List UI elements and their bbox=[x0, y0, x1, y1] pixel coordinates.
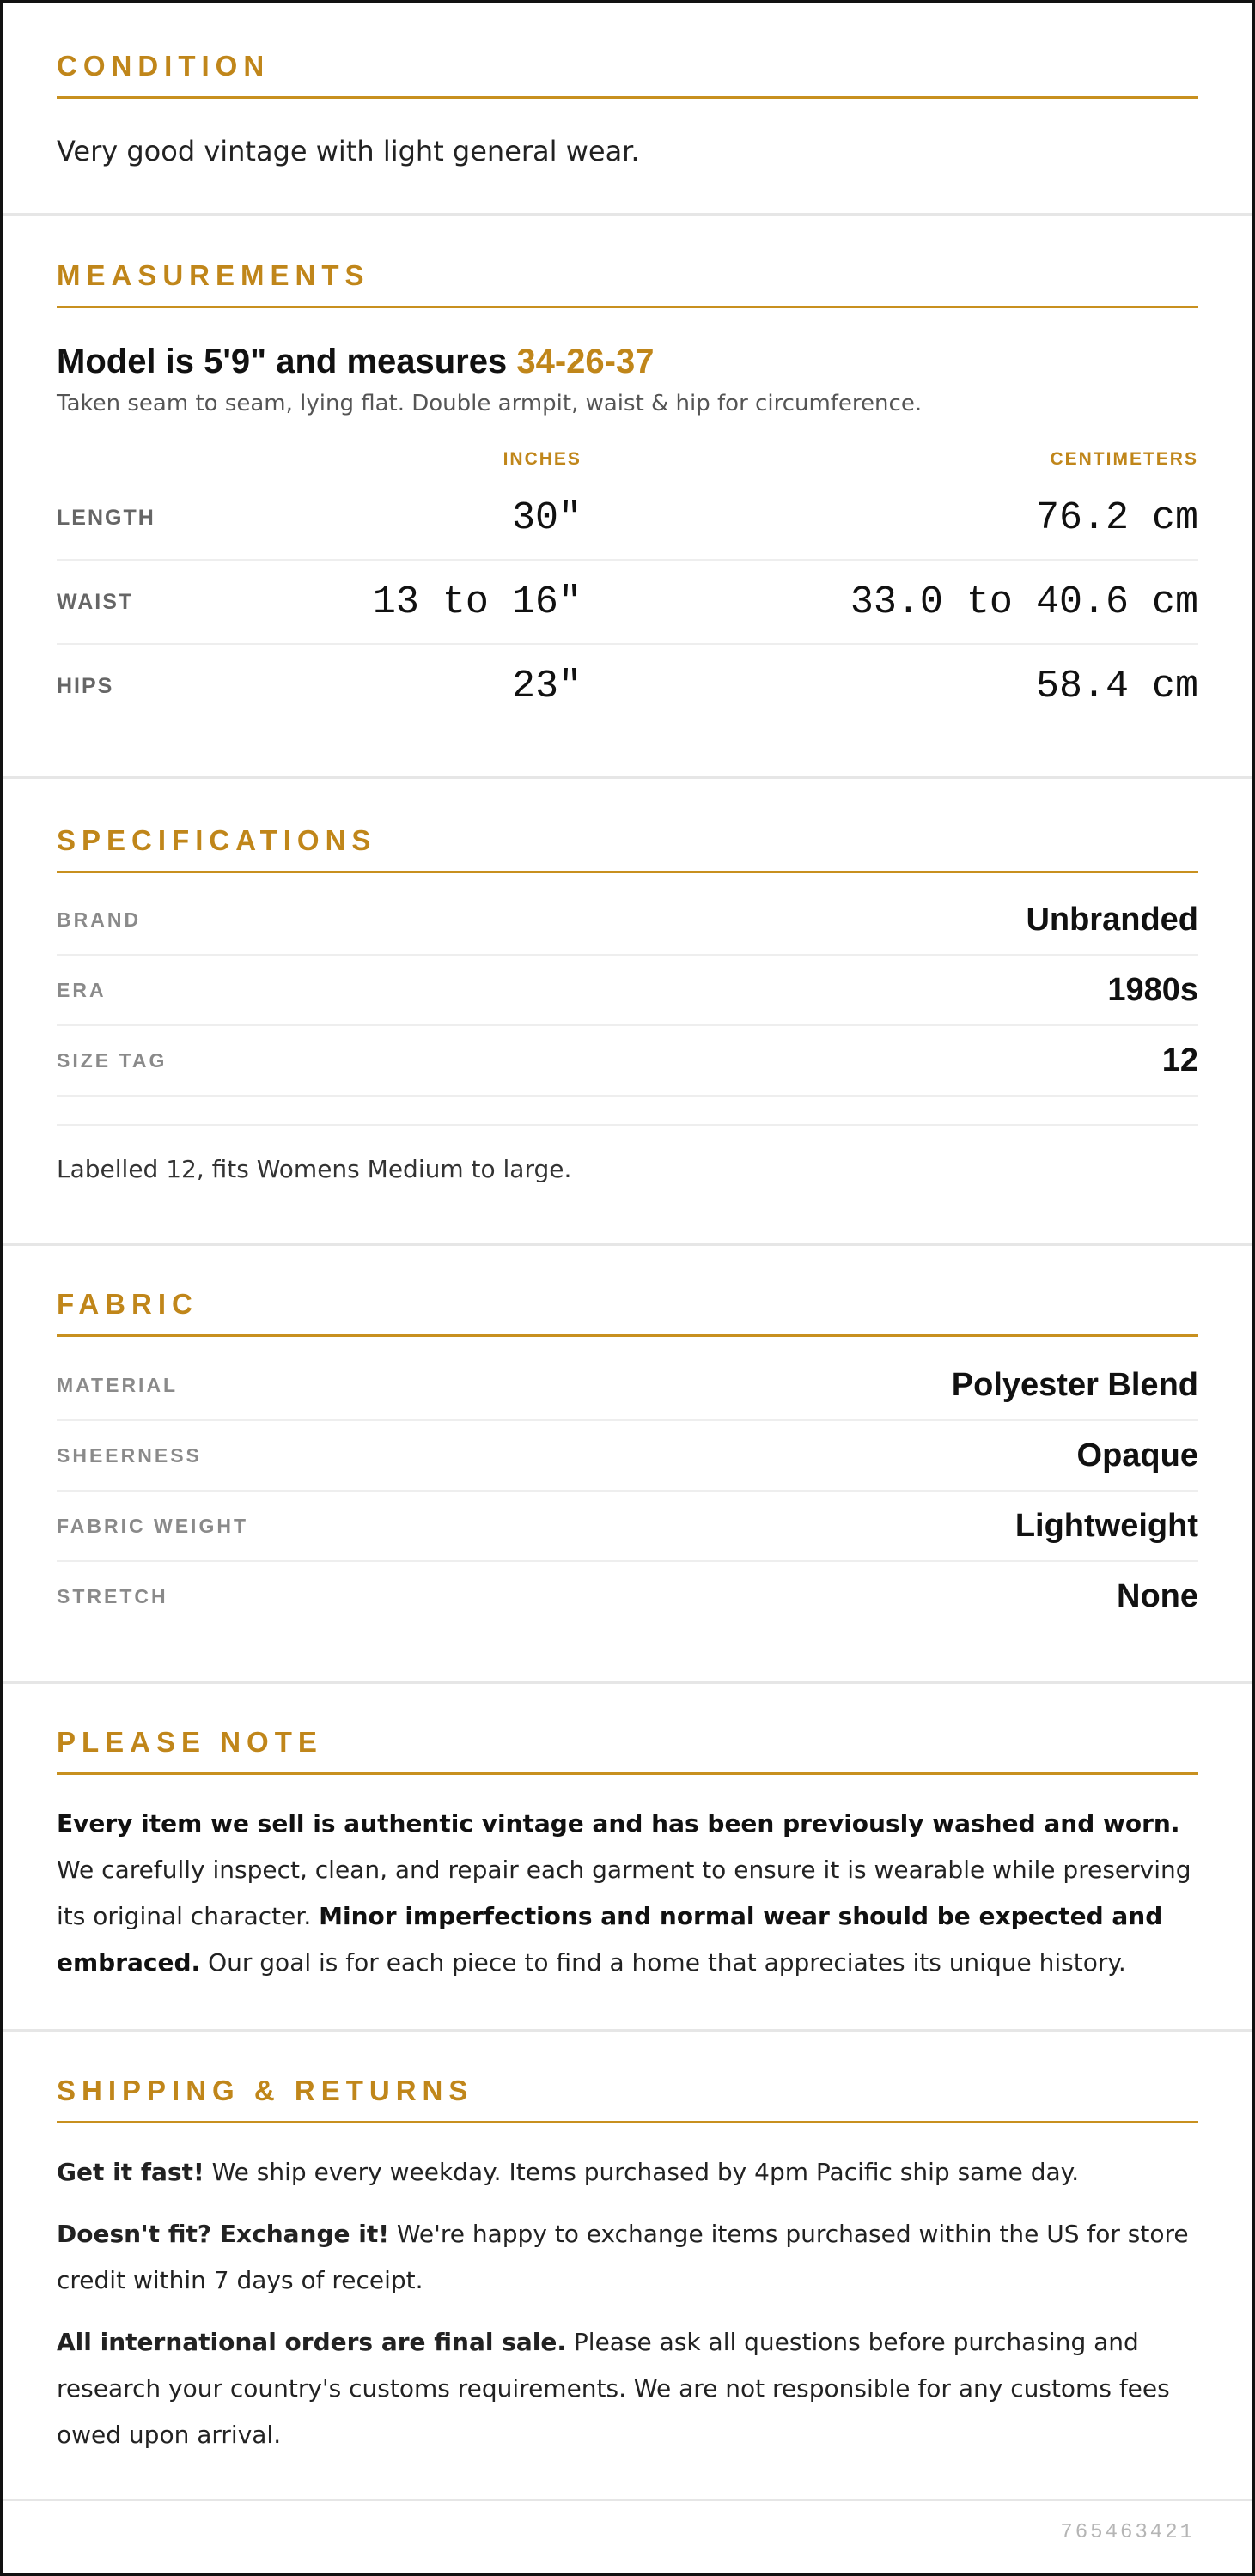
measurement-label: LENGTH bbox=[57, 505, 155, 530]
spec-value: 12 bbox=[1161, 1042, 1198, 1078]
please-note-text bbox=[57, 1801, 1198, 1986]
measurement-label: WAIST bbox=[57, 589, 134, 614]
specifications-heading: SPECIFICATIONS bbox=[57, 824, 1198, 873]
measurement-inches: 23" bbox=[511, 664, 582, 708]
spec-label: BRAND bbox=[57, 908, 142, 931]
fabric-value: None bbox=[1117, 1577, 1198, 1614]
condition-heading: CONDITION bbox=[57, 50, 1198, 99]
table-row bbox=[57, 645, 1198, 727]
section-divider bbox=[3, 2029, 1252, 2032]
measurements-table bbox=[57, 442, 1198, 727]
measurement-inches: 13 to 16" bbox=[372, 580, 582, 624]
measurement-cm: 58.4 cm bbox=[1035, 664, 1198, 708]
note-emphasis: Every item we sell is authentic vintage and has been previously washed and worn. bbox=[57, 1809, 1180, 1838]
model-measure-value: 34-26-37 bbox=[516, 343, 655, 380]
spec-value: Unbranded bbox=[1026, 901, 1198, 938]
spec-value: 1980s bbox=[1107, 971, 1198, 1008]
exchange-paragraph bbox=[57, 2211, 1198, 2304]
fabric-value: Lightweight bbox=[1014, 1507, 1198, 1544]
measurements-table-header bbox=[57, 442, 1198, 477]
shipping-heading: SHIPPING & RETURNS bbox=[57, 2075, 1198, 2123]
measurement-cm: 33.0 to 40.6 cm bbox=[850, 580, 1198, 624]
model-prefix: Model is 5'9" and measures bbox=[57, 343, 517, 380]
centimeters-column-header: CENTIMETERS bbox=[1050, 449, 1198, 469]
list-item bbox=[57, 885, 1198, 956]
note-body: We carefully inspect, clean, and repair each garment to ensure it is wearable while preserving its original character. bbox=[57, 1856, 1191, 1930]
measurements-section bbox=[3, 259, 1252, 727]
list-item bbox=[57, 1026, 1198, 1097]
measurement-label: HIPS bbox=[57, 673, 114, 698]
fabric-value: Polyester Blend bbox=[951, 1366, 1198, 1403]
shipping-emphasis: All international orders are final sale. bbox=[57, 2328, 567, 2356]
spec-list-divider bbox=[57, 1097, 1198, 1126]
fabric-label: FABRIC WEIGHT bbox=[57, 1514, 248, 1537]
shipping-section bbox=[3, 2075, 1252, 2474]
measurement-inches: 30" bbox=[511, 495, 582, 540]
fabric-heading: FABRIC bbox=[57, 1288, 1198, 1337]
list-item bbox=[57, 1492, 1198, 1562]
shipping-body: We're happy to exchange items purchased within the US for store credit within 7 days of receipt. bbox=[57, 2220, 1189, 2294]
product-id: 765463421 bbox=[1060, 2521, 1195, 2544]
shipping-body: Please ask all questions before purchasing and research your country's customs requirements. We are not responsible for any customs fees owed upon arrival. bbox=[57, 2328, 1170, 2449]
note-body: Our goal is for each piece to find a home that appreciates its unique history. bbox=[200, 1948, 1126, 1977]
section-divider bbox=[3, 213, 1252, 216]
list-item bbox=[57, 1351, 1198, 1421]
measurement-cm: 76.2 cm bbox=[1035, 495, 1198, 540]
fabric-list bbox=[57, 1351, 1198, 1631]
measurements-heading: MEASUREMENTS bbox=[57, 259, 1198, 308]
list-item bbox=[57, 1562, 1198, 1631]
model-measurements bbox=[57, 341, 1198, 382]
specifications-list bbox=[57, 885, 1198, 1126]
shipping-emphasis: Doesn't fit? Exchange it! bbox=[57, 2220, 389, 2248]
measurement-note: Taken seam to seam, lying flat. Double armpit, waist & hip for circumference. bbox=[57, 391, 923, 416]
inches-column-header: INCHES bbox=[503, 449, 582, 469]
note-emphasis: Minor imperfections and normal wear should be expected and embraced. bbox=[57, 1902, 1163, 1977]
fabric-section bbox=[3, 1288, 1252, 1631]
list-item bbox=[57, 1421, 1198, 1492]
list-item bbox=[57, 956, 1198, 1026]
fabric-label: SHEERNESS bbox=[57, 1443, 202, 1467]
please-note-heading: PLEASE NOTE bbox=[57, 1726, 1198, 1775]
shipping-paragraphs bbox=[57, 2149, 1198, 2458]
section-divider bbox=[3, 2499, 1252, 2501]
condition-section bbox=[3, 50, 1252, 167]
spec-label: SIZE TAG bbox=[57, 1048, 168, 1072]
section-divider bbox=[3, 776, 1252, 779]
fabric-value: Opaque bbox=[1076, 1437, 1198, 1473]
shipping-paragraph bbox=[57, 2149, 1198, 2196]
section-divider bbox=[3, 1243, 1252, 1246]
shipping-body: We ship every weekday. Items purchased by 4pm Pacific ship same day. bbox=[204, 2158, 1080, 2186]
spec-label: ERA bbox=[57, 978, 107, 1001]
fabric-label: STRETCH bbox=[57, 1584, 168, 1607]
condition-text: Very good vintage with light general wear. bbox=[57, 135, 640, 167]
specifications-section bbox=[3, 824, 1252, 1183]
size-note: Labelled 12, fits Womens Medium to large. bbox=[57, 1155, 572, 1183]
section-divider bbox=[3, 1681, 1252, 1684]
please-note-section bbox=[3, 1726, 1252, 1986]
table-row bbox=[57, 561, 1198, 645]
table-row bbox=[57, 477, 1198, 561]
international-paragraph bbox=[57, 2319, 1198, 2458]
fabric-label: MATERIAL bbox=[57, 1373, 179, 1396]
shipping-emphasis: Get it fast! bbox=[57, 2158, 204, 2186]
